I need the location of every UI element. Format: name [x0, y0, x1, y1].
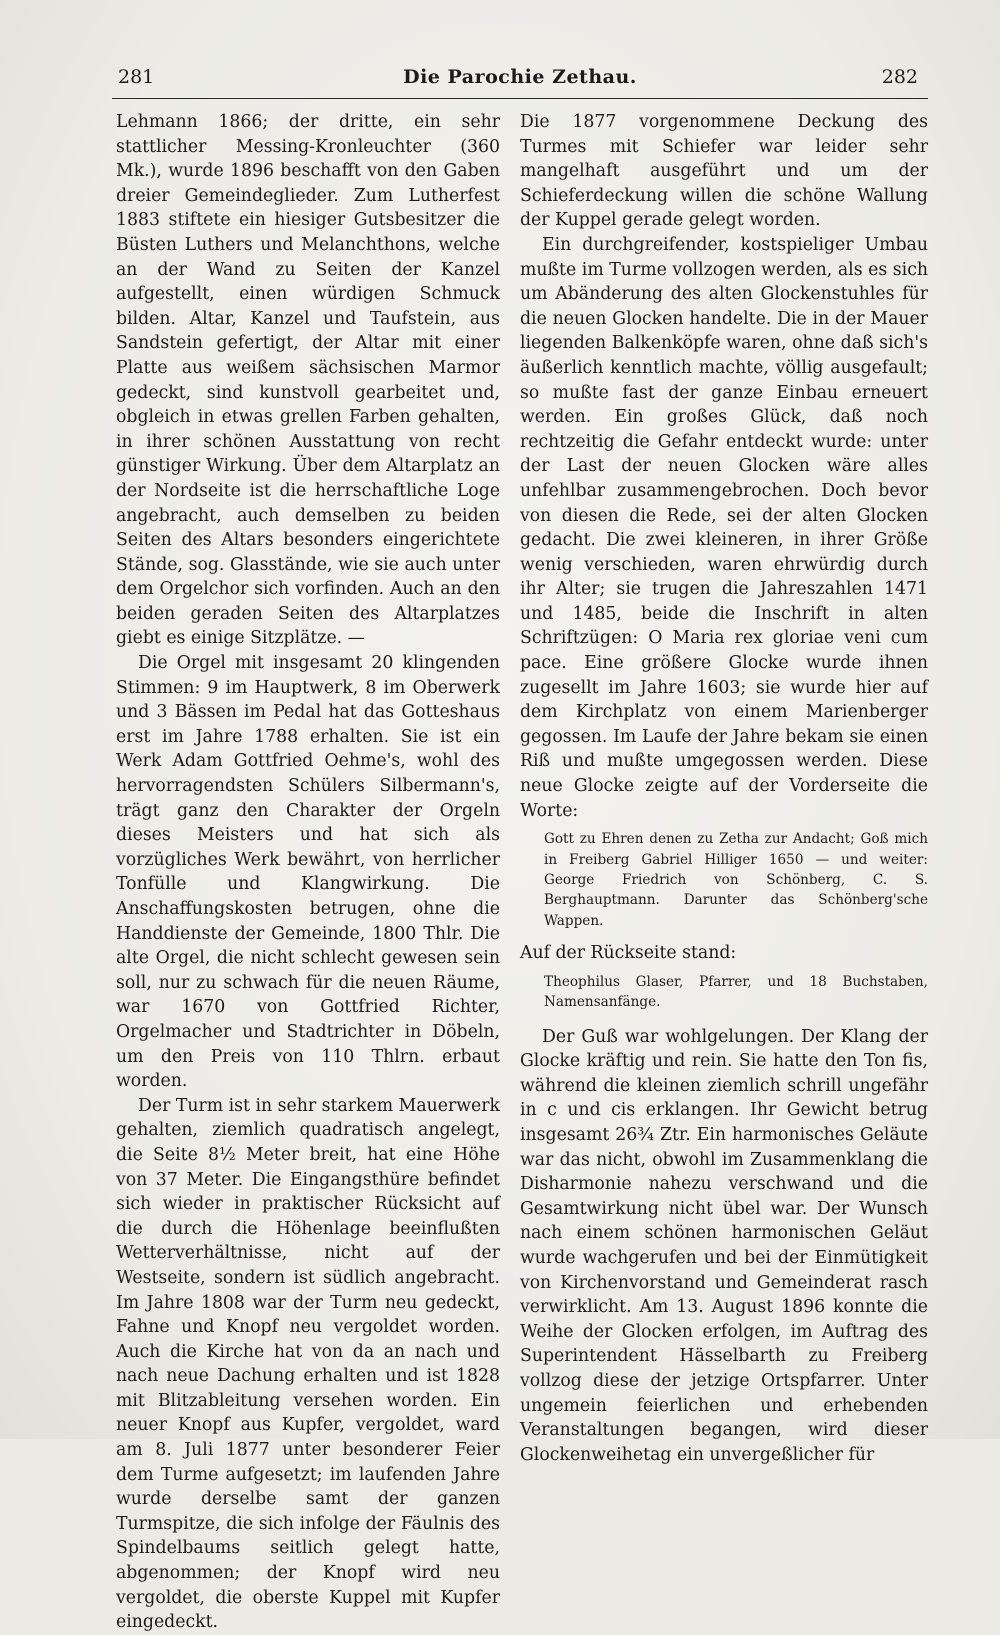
paragraph: Die Orgel mit insgesamt 20 klingenden Stimmen: 9 im Hauptwerk, 8 im Oberwerk und 3 Bässen im Pedal hat das Gotteshaus erst im Jahre 1788 erhalten. Sie ist ein Werk Adam Gottfried Oehme's, wohl des hervorragendsten Schülers Silbermann's, trägt ganz den Charakter der Orgeln dieses Meisters und hat sich als vorzügliches Werk bewährt, von herrlicher Tonfülle und Klangwirkung. Die Anschaffungskosten betrugen, ohne die Handdienste der Gemeinde, 1800 Thlr. Die alte Orgel, die nicht schlecht gewesen sein soll, nur zu schwach für die neuen Räume, war 1670 von Gottfried Richter, Orgelmacher und Stadtrichter in Döbeln, um den Preis von 110 Thlrn. erbaut worden. [116, 653, 500, 1092]
header-rule [112, 98, 928, 99]
paragraph: Ein durchgreifender, kostspieliger Umbau mußte im Turme vollzogen werden, als es sich um Abänderung des alten Glockenstuhles für die neuen Glocken handelte. Die in der Mauer liegenden Balkenköpfe waren, ohne daß sich's äußerlich kenntlich machte, völlig ausgefault; so mußte fast der ganze Einbau erneuert werden. Ein großes Glück, daß noch rechtzeitig die Gefahr entdeckt wurde: unter der Last der neuen Glocken wäre alles unfehlbar zusammengebrochen. Doch bevor von diesen die Rede, sei der alten Glocken gedacht. Die zwei kleineren, in ihrer Größe wenig verschieden, waren ehrwürdig durch ihr Alter; sie trugen die Jahreszahlen 1471 und 1485, beide die Inschrift in alten Schriftzügen: O Maria rex gloriae veni cum pace. Eine größere Glocke wurde ihnen zugesellt im Jahre 1603; sie wurde hier auf dem Kirchplatz von einem Marienberger gegossen. Im Laufe der Jahre bekam sie einen Riß und mußte umgegossen werden. Diese neue Glocke zeigte auf der Vorderseite die Worte: [520, 234, 928, 821]
paragraph: Der Guß war wohlgelungen. Der Klang der Glocke kräftig und rein. Sie hatte den Ton fis, während die kleinen ziemlich schrill ungefähr in c und cis erklangen. Ihr Gewicht betrug insgesamt 26¾ Ztr. Ein harmonisches Geläute war das nicht, obwohl im Zusammenklang die Disharmonie nahezu verschwand und die Gesamtwirkung nicht übel war. Der Wunsch nach einem schönen harmonischen Geläut wurde wachgerufen und bei der Einmütigkeit von Kirchenvorstand und Gemeinderat rasch verwirklicht. Am 13. August 1896 konnte die Weihe der Glocken erfolgen, im Auftrag des Superintendent Hässelbarth zu Freiberg vollzog diese der jetzige Ortspfarrer. Unter ungemein feierlichen und erhebenden Veranstaltungen begangen, wird dieser Glockenweihetag ein unvergeßlicher für [520, 1026, 928, 1465]
running-title: Die Parochie Zethau. [403, 66, 637, 88]
inscription-quote: Theophilus Glaser, Pfarrer, und 18 Buchstaben, Namensanfänge. [544, 973, 928, 1011]
paragraph: Der Turm ist in sehr starkem Mauerwerk gehalten, ziemlich quadratisch angelegt, die Seite 8½ Meter breit, hat eine Höhe von 37 Meter. Die Eingangsthüre befindet sich wieder in praktischer Rücksicht auf die durch die Höhenlage beeinflußten Wetterverhältnisse, nicht auf der Westseite, sondern ist südlich angebracht. Im Jahre 1808 war der Turm neu gedeckt, Fahne und Knopf neu vergoldet worden. Auch die Kirche hat von da an nach und nach neue Dachung erhalten und ist 1828 mit Blitzableitung versehen worden. Ein neuer Knopf aus Kupfer, vergoldet, ward am 8. Juli 1877 unter besonderer Feier dem Turme aufgesetzt; im laufenden Jahre wurde derselbe samt der ganzen Turmspitze, die sich infolge der Fäulnis des Spindelbaums seitlich gelegt hatte, abgenommen; der Knopf wird neu vergoldet, die oberste Kuppel mit Kupfer eingedeckt. [116, 1095, 500, 1633]
right-page-number: 282 [881, 66, 918, 88]
paragraph: Die 1877 vorgenommene Deckung des Turmes mit Schiefer war leider sehr mangelhaft ausgeführt und um der Schieferdeckung willen die schöne Wallung der Kuppel gerade gelegt worden. [520, 112, 928, 231]
paragraph: Lehmann 1866; der dritte, ein sehr stattlicher Messing-Kronleuchter (360 Mk.), wurde 1896 beschafft von den Gaben dreier Gemeindeglieder. Zum Lutherfest 1883 stiftete ein hiesiger Gutsbesitzer die Büsten Luthers und Melanchthons, welche an der Wand zu Seiten der Kanzel aufgestellt, einen würdigen Schmuck bilden. Altar, Kanzel und Taufstein, aus Sandstein gefertigt, der Altar mit einer Platte aus weißem sächsischen Marmor gedeckt, sind kunstvoll gearbeitet und, obgleich in etwas grellen Farben gehalten, in ihrer schönen Ausstattung von recht günstiger Wirkung. Über dem Altarplatz an der Nordseite ist die herrschaftliche Loge angebracht, auch demselben zu beiden Seiten des Altars besonders eingerichtete Stände, sog. Glasstände, wie sie auch unter dem Orgelchor sich vorfinden. Auch an den beiden geraden Seiten des Altarplatzes giebt es einige Sitzplätze. — [116, 112, 500, 649]
left-page-number: 281 [118, 66, 155, 88]
right-column [520, 110, 928, 1467]
running-header [112, 66, 928, 96]
inscription-quote: Gott zu Ehren denen zu Zetha zur Andacht; Goß mich in Freiberg Gabriel Hilliger 1650 — und weiter: George Friedrich von Schönberg, C. S. Berghauptmann. Darunter das Schönberg'sche Wappen. [544, 831, 928, 929]
left-column [116, 110, 500, 1635]
paragraph: Auf der Rückseite stand: [520, 943, 737, 964]
